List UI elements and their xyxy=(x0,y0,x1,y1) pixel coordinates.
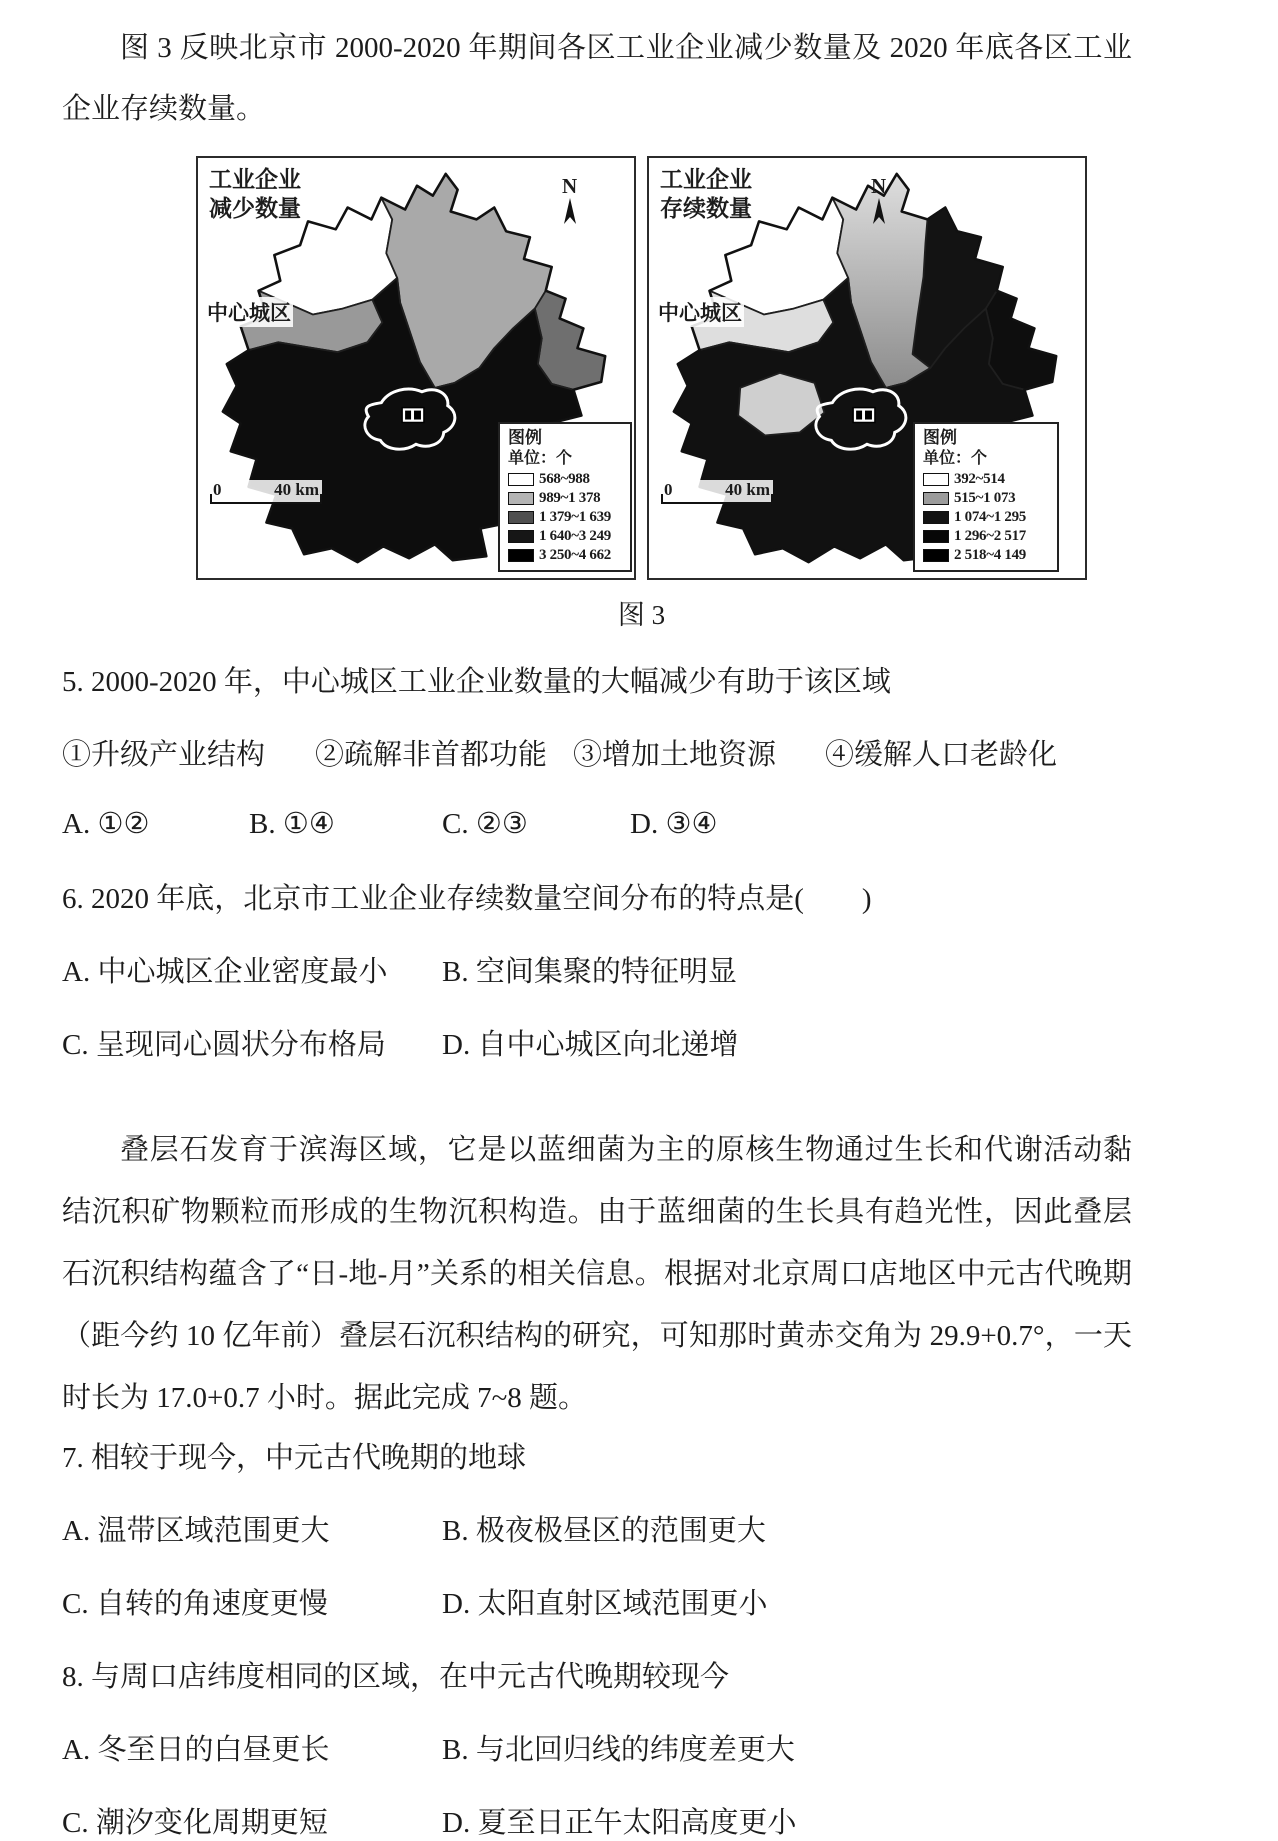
legend-range: 3 250~4 662 xyxy=(539,547,612,563)
legend-item xyxy=(923,548,1052,563)
numbered-option-4: ④缓解人口老龄化 xyxy=(825,739,1058,771)
question-6 xyxy=(62,876,1218,1063)
figure-caption: 图 3 xyxy=(617,600,666,630)
question-8 xyxy=(62,1654,1218,1841)
question-5-stem: 5. 2000-2020 年，中心城区工业企业数量的大幅减少有助于该区域 xyxy=(62,666,891,698)
legend-range: 2 518~4 149 xyxy=(954,547,1027,563)
legend-range: 989~1 378 xyxy=(539,490,601,506)
choice-b: B. 极夜极昼区的范围更大 xyxy=(442,1515,766,1547)
legend-swatch xyxy=(923,492,949,505)
choice-d: D. 夏至日正午太阳高度更小 xyxy=(442,1807,797,1839)
legend-item xyxy=(508,548,625,563)
intro-paragraph: 图 3 反映北京市 2000-2020 年期间各区工业企业减少数量及 2020 年底各区工业企业存续数量。 xyxy=(62,32,1132,125)
question-6-stem: 6. 2020 年底，北京市工业企业存续数量空间分布的特点是( ) xyxy=(62,883,872,915)
choice-c: C. 潮汐变化周期更短 xyxy=(62,1807,328,1839)
legend-range: 568~988 xyxy=(539,471,590,487)
legend-item xyxy=(508,529,625,544)
legend-range: 515~1 073 xyxy=(954,490,1016,506)
center-city-label: 中心城区 xyxy=(656,297,744,327)
question-5 xyxy=(62,659,1218,841)
legend-item xyxy=(508,510,625,525)
numbered-option-1: ①升级产业结构 xyxy=(62,739,266,771)
legend-range: 1 296~2 517 xyxy=(954,528,1027,544)
question-8-stem: 8. 与周口店纬度相同的区域，在中元古代晚期较现今 xyxy=(62,1661,730,1693)
map-survival xyxy=(647,156,1087,580)
map-title: 工业企业 存续数量 xyxy=(660,167,752,222)
choice-d: D. 自中心城区向北递增 xyxy=(442,1029,739,1061)
north-arrow-icon xyxy=(563,198,577,224)
legend-swatch xyxy=(923,473,949,486)
question-5-numbered-options xyxy=(62,732,1218,773)
passage-paragraph: 叠层石发育于滨海区域，它是以蓝细菌为主的原核生物通过生长和代谢活动黏结沉积矿物颗粒而形成的生物沉积构造。由于蓝细菌的生长具有趋光性，因此叠层石沉积结构蕴含了“日-地-月”关系的相关信息。根据对北京周口店地区中元古代晚期（距今约 10 亿年前）叠层石沉积结构的研究，可知那时黄赤交角为 29.9+0.7°，一天时长为 17.0+0.7 小时。据此完成 7~8 题。 xyxy=(62,1134,1132,1414)
legend-item xyxy=(923,491,1052,506)
legend-swatch xyxy=(923,511,949,524)
choice-b: B. 空间集聚的特征明显 xyxy=(442,956,737,988)
legend-swatch xyxy=(508,473,534,486)
map-reduction xyxy=(196,156,636,580)
legend-title: 图例 xyxy=(923,428,957,448)
choice-b: B. 与北回归线的纬度差更大 xyxy=(442,1734,795,1766)
legend-unit: 单位：个 xyxy=(508,449,573,467)
legend-item xyxy=(508,472,625,487)
legend-swatch xyxy=(923,549,949,562)
legend xyxy=(913,422,1059,572)
north-arrow-icon xyxy=(872,198,886,224)
choice-d: D. 太阳直射区域范围更小 xyxy=(442,1588,768,1620)
question-8-choices xyxy=(62,1727,1218,1841)
question-7-stem: 7. 相较于现今，中元古代晚期的地球 xyxy=(62,1442,527,1474)
north-indicator: N xyxy=(871,176,886,224)
scale-bar: 0 40 km xyxy=(661,480,773,504)
figure-3 xyxy=(196,156,1218,580)
choice-c: C. 呈现同心圆状分布格局 xyxy=(62,1029,386,1061)
legend-swatch xyxy=(923,530,949,543)
legend-item xyxy=(923,472,1052,487)
center-city-label: 中心城区 xyxy=(205,297,293,327)
choice-a: A. 中心城区企业密度最小 xyxy=(62,956,388,988)
map-title: 工业企业 减少数量 xyxy=(209,167,301,222)
legend-swatch xyxy=(508,492,534,505)
legend-swatch xyxy=(508,511,534,524)
legend-unit: 单位：个 xyxy=(923,449,988,467)
numbered-option-3: ③增加土地资源 xyxy=(573,739,777,771)
choice-d: D. ③④ xyxy=(630,808,718,840)
choice-c: C. 自转的角速度更慢 xyxy=(62,1588,328,1620)
legend-title: 图例 xyxy=(508,428,542,448)
legend-swatch xyxy=(508,549,534,562)
choice-c: C. ②③ xyxy=(442,808,528,840)
legend-item xyxy=(508,491,625,506)
legend-range: 1 640~3 249 xyxy=(539,528,612,544)
legend-range: 1 074~1 295 xyxy=(954,509,1027,525)
legend xyxy=(498,422,632,572)
legend-item xyxy=(923,529,1052,544)
question-7 xyxy=(62,1435,1218,1622)
scale-bar: 0 40 km xyxy=(210,480,322,504)
legend-item xyxy=(923,510,1052,525)
choice-b: B. ①④ xyxy=(249,808,335,840)
choice-a: A. 冬至日的白昼更长 xyxy=(62,1734,330,1766)
question-6-choices xyxy=(62,949,1218,1063)
question-5-choices xyxy=(62,806,1218,841)
north-indicator: N xyxy=(562,176,577,224)
numbered-option-2: ②疏解非首都功能 xyxy=(315,739,548,771)
legend-swatch xyxy=(508,530,534,543)
question-7-choices xyxy=(62,1508,1218,1622)
legend-range: 1 379~1 639 xyxy=(539,509,612,525)
choice-a: A. ①② xyxy=(62,808,150,840)
legend-range: 392~514 xyxy=(954,471,1005,487)
choice-a: A. 温带区域范围更大 xyxy=(62,1515,330,1547)
